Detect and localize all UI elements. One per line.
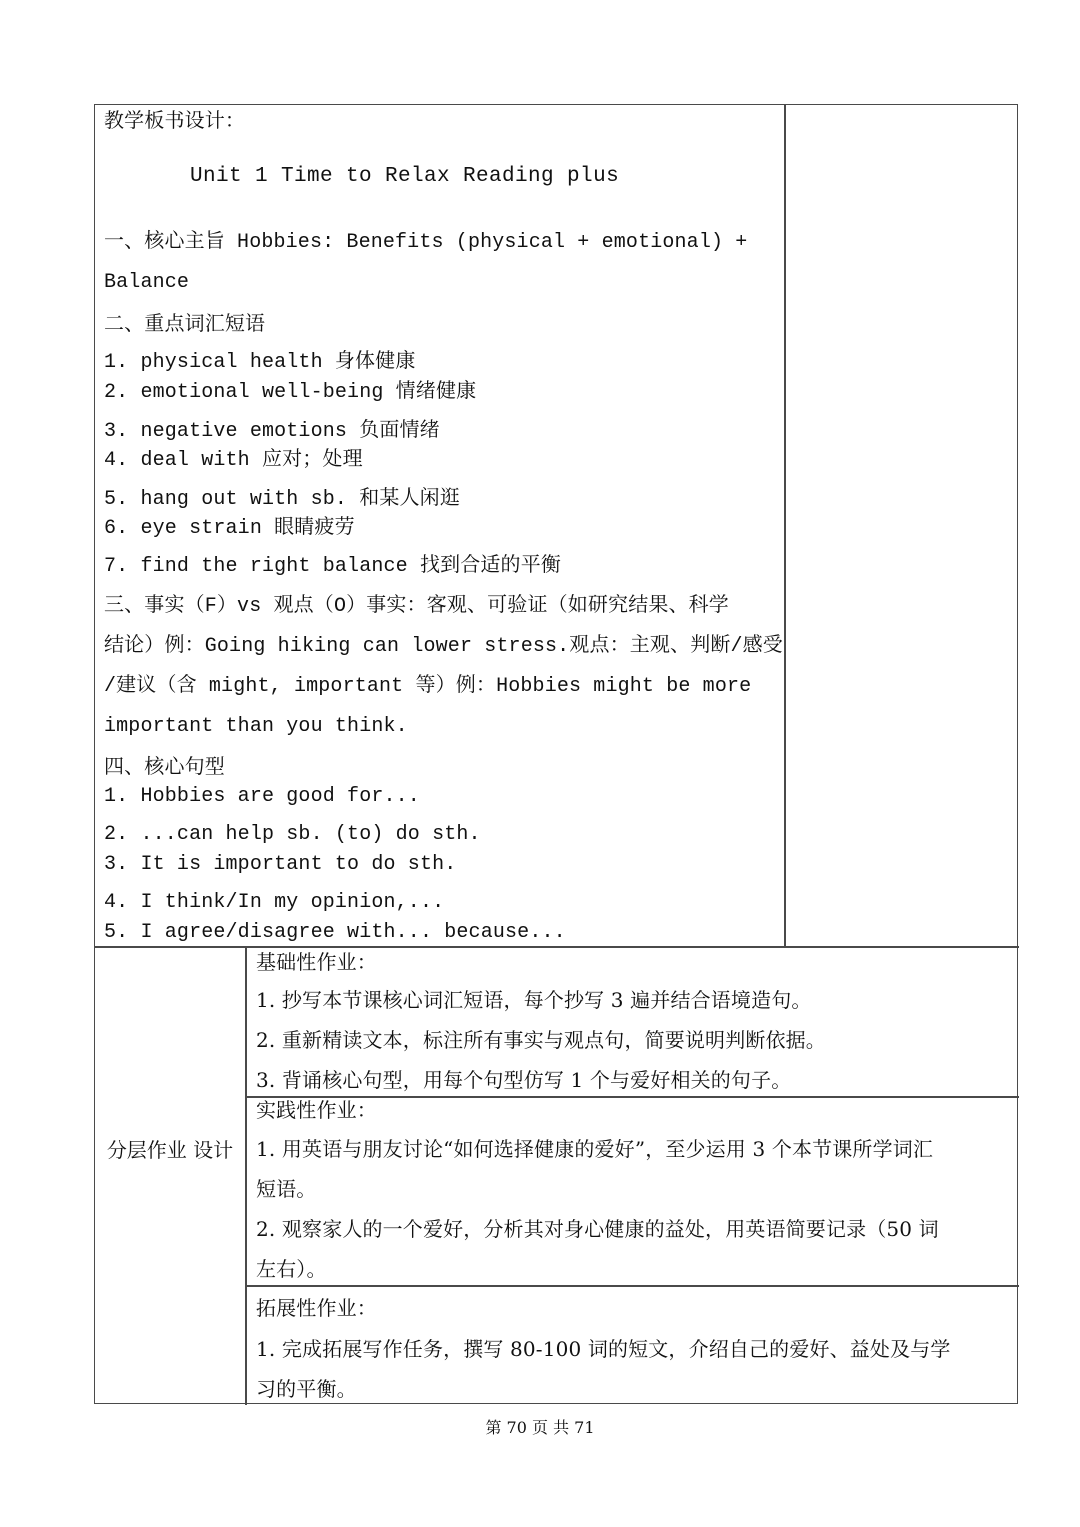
practice-homework-line: 左右）。	[256, 1257, 327, 1281]
extension-homework-line: 习的平衡。	[256, 1377, 357, 1401]
sentence-pattern-item: 2. ...can help sb. (to) do sth.	[104, 823, 481, 846]
sentence-patterns-heading: 四、核心句型	[104, 754, 225, 778]
vocabulary-item: 5. hang out with sb. 和某人闲逛	[104, 488, 460, 511]
basic-homework-title: 基础性作业：	[256, 950, 377, 974]
fact-opinion-line: important than you think.	[104, 715, 408, 738]
homework-label-divider	[245, 947, 247, 1405]
vocabulary-item: 1. physical health 身体健康	[104, 351, 416, 374]
practice-homework-line: 1. 用英语与朋友讨论“如何选择健康的爱好”，至少运用 3 个本节课所学词汇	[256, 1137, 934, 1161]
layered-homework-label: 分层作业 设计	[106, 1138, 234, 1162]
practice-extension-divider	[245, 1285, 1019, 1287]
fact-opinion-line: /建议（含 might, important 等）例：Hobbies might be more	[104, 675, 752, 698]
basic-homework-item: 1. 抄写本节课核心词汇短语，每个抄写 3 遍并结合语境造句。	[256, 988, 812, 1012]
fact-opinion-line: 结论）例：Going hiking can lower stress.观点：主观、判断/感受	[104, 635, 783, 658]
board-design-heading: 教学板书设计：	[104, 108, 246, 132]
vocabulary-heading: 二、重点词汇短语	[104, 311, 266, 335]
extension-homework-line: 1. 完成拓展写作任务，撰写 80-100 词的短文，介绍自己的爱好、益处及与学	[256, 1337, 951, 1361]
extension-homework-title: 拓展性作业：	[256, 1296, 377, 1320]
practice-homework-line: 短语。	[256, 1177, 317, 1201]
board-right-divider	[784, 105, 786, 947]
basic-homework-item: 2. 重新精读文本，标注所有事实与观点句，简要说明判断依据。	[256, 1028, 826, 1052]
lesson-title: Unit 1 Time to Relax Reading plus	[190, 165, 620, 188]
sentence-pattern-item: 3. It is important to do sth.	[104, 853, 457, 876]
board-homework-divider	[95, 946, 1019, 948]
vocabulary-item: 4. deal with 应对；处理	[104, 449, 363, 472]
sentence-pattern-item: 4. I think/In my opinion,...	[104, 891, 445, 914]
core-theme-line-1: 一、核心主旨 Hobbies: Benefits (physical + emotional) +	[104, 231, 748, 254]
vocabulary-item: 7. find the right balance 找到合适的平衡	[104, 555, 562, 578]
page-footer: 第 70 页 共 71	[485, 1418, 595, 1437]
lesson-plan-table	[94, 104, 1018, 1404]
practice-homework-title: 实践性作业：	[256, 1098, 377, 1122]
sentence-pattern-item: 1. Hobbies are good for...	[104, 785, 420, 808]
practice-homework-line: 2. 观察家人的一个爱好，分析其对身心健康的益处，用英语简要记录（50 词	[256, 1217, 939, 1241]
vocabulary-item: 3. negative emotions 负面情绪	[104, 420, 440, 443]
vocabulary-item: 6. eye strain 眼睛疲劳	[104, 517, 355, 540]
core-theme-line-2: Balance	[104, 271, 190, 294]
vocabulary-item: 2. emotional well-being 情绪健康	[104, 381, 477, 404]
fact-opinion-line: 三、事实（F）vs 观点（O）事实：客观、可验证（如研究结果、科学	[104, 595, 729, 618]
basic-homework-item: 3. 背诵核心句型，用每个句型仿写 1 个与爱好相关的句子。	[256, 1068, 792, 1092]
sentence-pattern-item: 5. I agree/disagree with... because...	[104, 921, 566, 944]
